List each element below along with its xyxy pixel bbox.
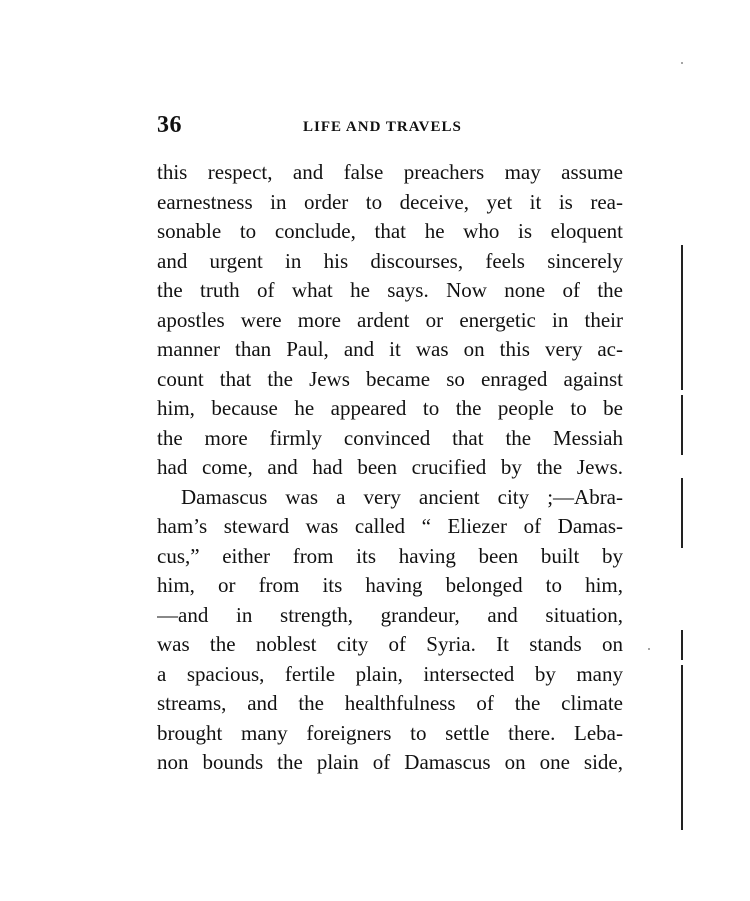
scan-margin-mark <box>681 245 683 390</box>
text-line: this respect, and false preachers may assume <box>157 160 623 184</box>
text-line: the truth of what he says. Now none of the <box>157 278 623 302</box>
scan-speck <box>681 62 683 64</box>
running-head: LIFE AND TRAVELS <box>303 119 462 135</box>
text-line: earnestness in order to deceive, yet it is rea- <box>157 189 623 214</box>
text-line: non bounds the plain of Damascus on one side, <box>157 750 623 774</box>
scan-margin-mark <box>681 665 683 830</box>
text-line: brought many foreigners to settle there. Leba- <box>157 720 623 745</box>
text-line: had come, and had been crucified by the Jews. <box>157 455 623 479</box>
text-line: count that the Jews became so enraged against <box>157 366 623 391</box>
scan-margin-mark <box>681 478 683 548</box>
scan-speck <box>648 648 650 650</box>
text-line: apostles were more ardent or energetic in their <box>157 307 623 332</box>
text-line: —and in strength, grandeur, and situation, <box>157 602 623 627</box>
text-line: streams, and the healthfulness of the climate <box>157 691 623 715</box>
scan-margin-mark <box>681 630 683 660</box>
text-line: the more firmly convinced that the Messiah <box>157 425 623 450</box>
body-text <box>157 158 623 778</box>
text-line: a spacious, fertile plain, intersected by many <box>157 661 623 686</box>
text-line-paragraph-start: Damascus was a very ancient city ;—Abra- <box>181 484 623 509</box>
text-line: him, because he appeared to the people to be <box>157 396 623 420</box>
scan-margin-mark <box>681 395 683 455</box>
text-line: sonable to conclude, that he who is eloquent <box>157 219 623 243</box>
text-line: him, or from its having belonged to him, <box>157 573 623 597</box>
text-line: cus,” either from its having been built by <box>157 543 623 568</box>
text-line: and urgent in his discourses, feels sincerely <box>157 248 623 273</box>
text-line: was the noblest city of Syria. It stands on <box>157 632 623 656</box>
page-number: 36 <box>157 112 182 138</box>
text-line: ham’s steward was called “ Eliezer of Damas- <box>157 514 623 538</box>
text-line: manner than Paul, and it was on this very ac- <box>157 337 623 361</box>
page-header <box>157 112 623 142</box>
